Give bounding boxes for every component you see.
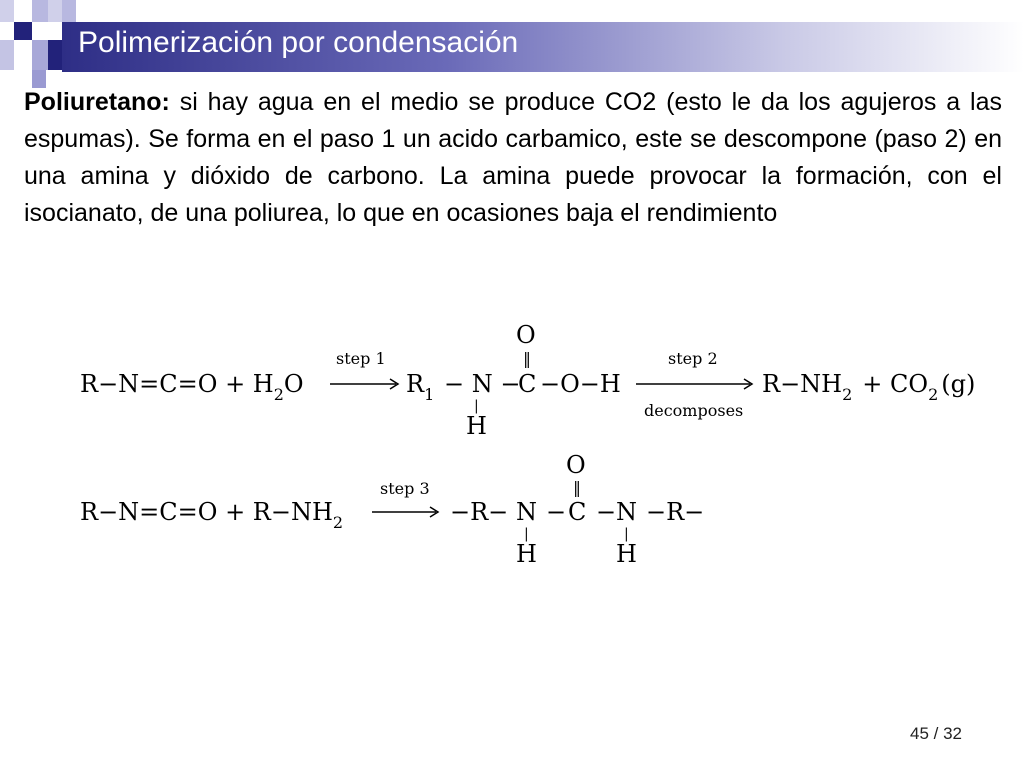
carbamic-acid-c: C — [518, 370, 537, 398]
reaction2-reactants: $R-N=C=O + R-NH_2$ — [80, 498, 344, 532]
polyurea-o: O — [566, 451, 586, 479]
polyurea-h2: H — [616, 540, 637, 568]
polyurea-h1: H — [516, 540, 537, 568]
single-bond-mark: | — [624, 526, 629, 542]
reaction1-reactants: $R-N=C=O + H_2O$ — [80, 370, 304, 404]
carbamic-acid-h: H — [466, 412, 487, 440]
carbamic-acid-n: − N − — [444, 370, 521, 398]
step2-label: step 2 — [668, 349, 718, 368]
body-bold-term: Poliuretano: — [24, 88, 170, 116]
page-number: 45 / 32 — [910, 724, 962, 743]
polyurea-n1: N — [516, 498, 537, 526]
single-bond-mark: | — [524, 526, 529, 542]
polyurea-n2: N — [616, 498, 637, 526]
polyurea-c: C — [568, 498, 587, 526]
double-bond-mark: ‖ — [523, 349, 531, 368]
step3-label: step 3 — [380, 479, 430, 498]
reaction1-products: $R-NH_2 + CO_2$ (g) — [762, 370, 976, 404]
carbamic-acid-tail: −O−H — [540, 370, 621, 398]
body-text: si hay agua en el medio se produce CO2 (esto le da los agujeros a las espumas). Se forma en el paso 1 un acido carbamico, este se descompone (paso 2) en una amina y dióxido de carbono. La amina puede provocar la formación, con el isocianato, de una poliurea, lo que en ocasiones baja el rendimiento — [24, 88, 1002, 227]
double-bond-mark: ‖ — [573, 478, 581, 497]
step2-sublabel: decomposes — [644, 401, 744, 420]
polyurea-end: −R− — [646, 498, 705, 526]
carbamic-acid-o: O — [516, 321, 536, 349]
carbamic-acid-r1: $R_1$ — [406, 370, 435, 404]
slide-title: Polimerización por condensación — [78, 26, 519, 59]
single-bond-mark: | — [474, 398, 479, 414]
polyurea-bond2: − — [596, 498, 617, 526]
step1-label: step 1 — [336, 349, 386, 368]
polyurea-start: −R− — [450, 498, 509, 526]
polyurea-bond1: − — [546, 498, 567, 526]
